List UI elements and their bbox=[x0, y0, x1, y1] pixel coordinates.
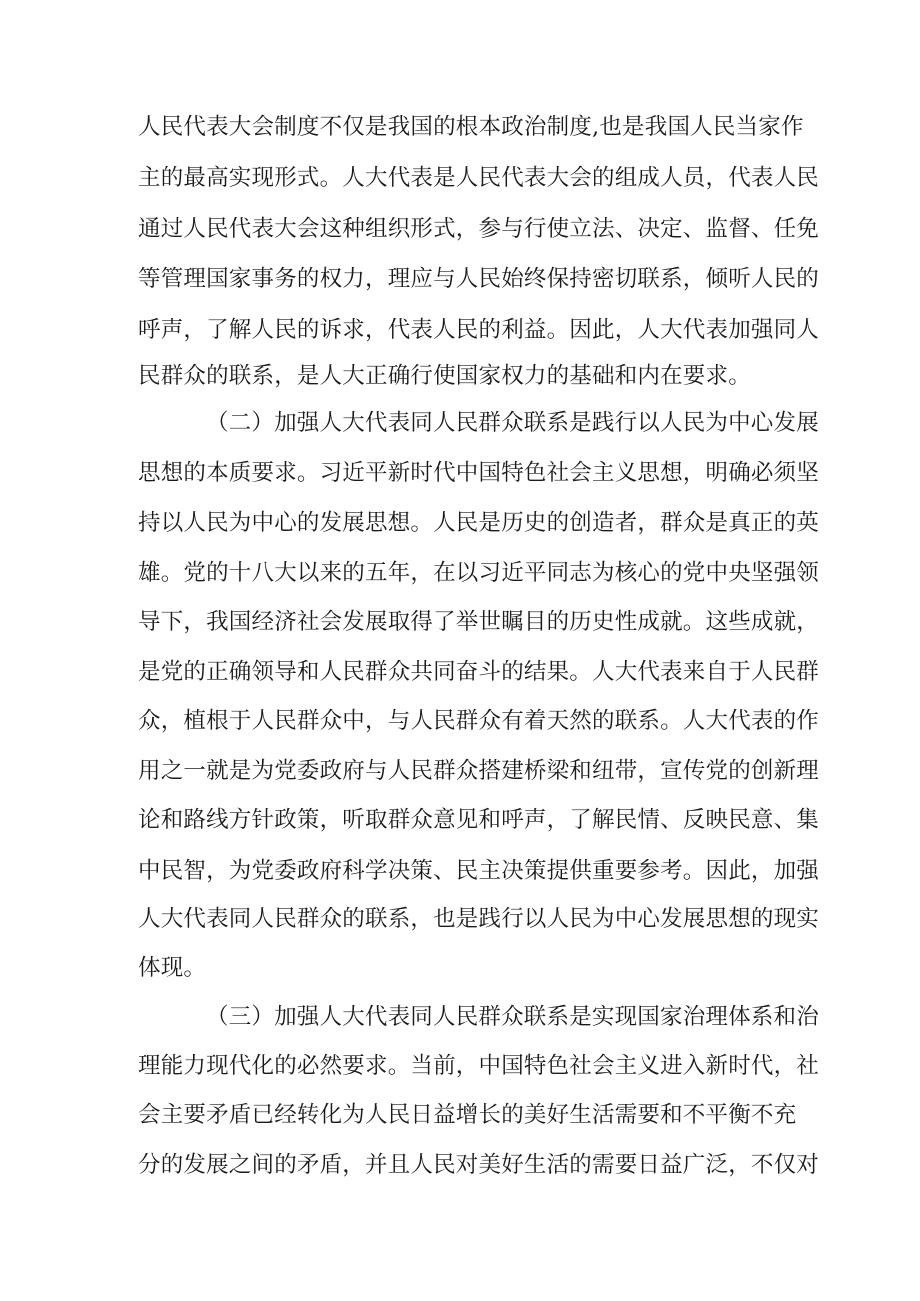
paragraph-2-line-9: 论和路线方针政策，听取群众意见和呼声，了解民情、反映民意、集 bbox=[138, 807, 820, 833]
paragraph-2-line-3: 持以人民为中心的发展思想。人民是历史的创造者，群众是真正的英 bbox=[138, 510, 820, 536]
paragraph-2-line-10: 中民智，为党委政府科学决策、民主决策提供重要参考。因此，加强 bbox=[138, 858, 820, 884]
paragraph-1-line-5: 呼声，了解人民的诉求，代表人民的利益。因此，人大代表加强同人 bbox=[138, 317, 820, 343]
paragraph-2-line-11: 人大代表同人民群众的联系，也是践行以人民为中心发展思想的现实 bbox=[138, 906, 820, 932]
paragraph-2-line-7: 众，植根于人民群众中，与人民群众有着天然的联系。人大代表的作 bbox=[138, 708, 820, 734]
paragraph-1-line-6: 民群众的联系，是人大正确行使国家权力的基础和内在要求。 bbox=[138, 363, 751, 389]
paragraph-2-line-12: 体现。 bbox=[138, 955, 207, 981]
paragraph-1-line-4: 等管理国家事务的权力，理应与人民始终保持密切联系，倾听人民的 bbox=[138, 266, 820, 292]
paragraph-3-line-3: 会主要矛盾已经转化为人民日益增长的美好生活需要和不平衡不充 bbox=[138, 1102, 797, 1128]
paragraph-2-line-2: 思想的本质要求。习近平新时代中国特色社会主义思想，明确必须坚 bbox=[138, 460, 820, 486]
paragraph-1-line-2: 主的最高实现形式。人大代表是人民代表大会的组成人员，代表人民 bbox=[138, 165, 820, 191]
section-2-heading-line: （二）加强人大代表同人民群众联系是践行以人民为中心发展 bbox=[206, 410, 819, 436]
section-3-heading-line: （三）加强人大代表同人民群众联系是实现国家治理体系和治 bbox=[206, 1004, 819, 1030]
paragraph-3-line-2: 理能力现代化的必然要求。当前，中国特色社会主义进入新时代，社 bbox=[138, 1053, 820, 1079]
paragraph-1-line-1: 人民代表大会制度不仅是我国的根本政治制度,也是我国人民当家作 bbox=[138, 114, 804, 140]
paragraph-2-line-8: 用之一就是为党委政府与人民群众搭建桥梁和纽带，宣传党的创新理 bbox=[138, 758, 820, 784]
paragraph-3-line-4: 分的发展之间的矛盾，并且人民对美好生活的需要日益广泛，不仅对 bbox=[138, 1152, 820, 1178]
paragraph-1-line-3: 通过人民代表大会这种组织形式，参与行使立法、决定、监督、任免 bbox=[138, 216, 820, 242]
paragraph-2-line-6: 是党的正确领导和人民群众共同奋斗的结果。人大代表来自于人民群 bbox=[138, 659, 820, 685]
paragraph-2-line-4: 雄。党的十八大以来的五年，在以习近平同志为核心的党中央坚强领 bbox=[138, 560, 820, 586]
paragraph-2-line-5: 导下，我国经济社会发展取得了举世瞩目的历史性成就。这些成就， bbox=[138, 609, 820, 635]
